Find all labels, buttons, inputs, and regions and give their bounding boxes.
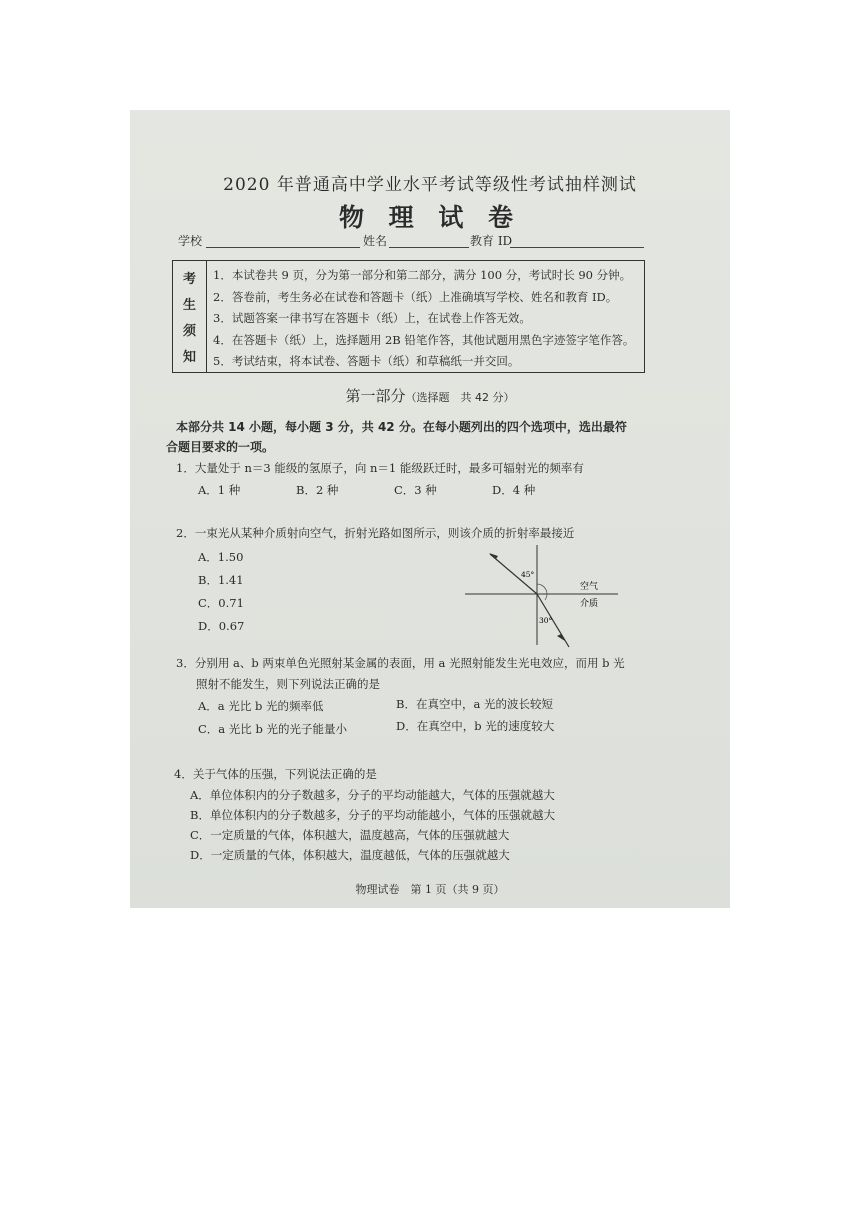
question-4-option: D．一定质量的气体，体积越大，温度越低，气体的压强就越大 (190, 848, 510, 862)
name-label: 姓名 (363, 234, 388, 248)
exam-title: 2020 年普通高中学业水平考试等级性考试抽样测试 (223, 175, 637, 195)
page-footer: 物理试卷 第 1 页（共 9 页） (355, 883, 505, 896)
notice-item: 3．试题答案一律书写在答题卡（纸）上，在试卷上作答无效。 (213, 311, 531, 325)
school-label: 学校 (178, 234, 203, 248)
candidate-notice-box (172, 260, 645, 373)
question-1-option: C．3 种 (394, 483, 437, 497)
id-label: 教育 ID (470, 234, 513, 248)
subject-title: 物 理 试 卷 (338, 203, 522, 232)
part-one-title: 第一部分 (345, 387, 406, 405)
notice-heading (173, 261, 207, 372)
question-1-stem: 1．大量处于 n＝3 能级的氢原子，向 n＝1 能级跃迁时，最多可辐射光的频率有 (176, 461, 584, 475)
question-3-stem: 3．分别用 a、b 两束单色光照射某金属的表面，用 a 光照射能发生光电效应，而用 b 光 (176, 656, 625, 670)
angle-label-top: 45° (521, 570, 535, 579)
question-1-option: A．1 种 (198, 483, 241, 497)
question-3-option: A．a 光比 b 光的频率低 (198, 699, 324, 713)
label-medium: 介质 (580, 599, 599, 609)
notice-item: 5．考试结束，将本试卷、答题卡（纸）和草稿纸一并交回。 (213, 354, 520, 368)
refracted-ray-arrow-icon (489, 553, 498, 559)
notice-heading-char: 须 (182, 324, 196, 339)
notice-heading-char: 知 (182, 350, 196, 365)
angle-label-bottom: 30° (539, 616, 553, 625)
question-2-option: A．1.50 (198, 550, 244, 564)
part-one-heading (130, 385, 730, 406)
id-field-line (510, 247, 644, 248)
question-2-option: D．0.67 (198, 619, 245, 633)
question-2-option: C．0.71 (198, 596, 244, 610)
question-2-stem: 2．一束光从某种介质射向空气，折射光路如图所示，则该介质的折射率最接近 (176, 526, 575, 540)
question-4-option: C．一定质量的气体，体积越大，温度越高，气体的压强就越大 (190, 828, 510, 842)
part-one-subtitle: （选择题 共 42 分） (405, 391, 515, 404)
notice-heading-char: 生 (182, 298, 196, 313)
question-4-stem: 4．关于气体的压强，下列说法正确的是 (174, 767, 377, 781)
notice-item: 2．答卷前，考生务必在试卷和答题卡（纸）上准确填写学校、姓名和教育 ID。 (213, 289, 618, 304)
question-3-option: C．a 光比 b 光的光子能量小 (198, 722, 347, 736)
part-one-intro-line: 本部分共 14 小题，每小题 3 分，共 42 分。在每小题列出的四个选项中，选出最符 (176, 420, 627, 434)
school-field-line (206, 247, 360, 248)
question-1-option: B．2 种 (296, 483, 339, 497)
question-3-option: D．在真空中，b 光的速度较大 (396, 719, 555, 733)
question-3-stem: 照射不能发生，则下列说法正确的是 (196, 677, 380, 691)
notice-heading-char: 考 (182, 272, 196, 287)
notice-item: 4．在答题卡（纸）上，选择题用 2B 铅笔作答，其他试题用黑色字迹签字笔作答。 (213, 332, 635, 347)
notice-item: 1．本试卷共 9 页，分为第一部分和第二部分，满分 100 分，考试时长 90 分钟。 (213, 268, 632, 282)
question-3-option: B．在真空中，a 光的波长较短 (396, 697, 553, 711)
refraction-diagram (460, 543, 620, 648)
label-air: 空气 (580, 582, 599, 592)
question-4-option: A．单位体积内的分子数越多，分子的平均动能越大，气体的压强就越大 (190, 788, 555, 802)
question-4-option: B．单位体积内的分子数越多，分子的平均动能越小，气体的压强就越大 (190, 808, 555, 822)
notice-list (213, 265, 634, 373)
question-1-option: D．4 种 (492, 483, 536, 497)
part-one-intro-line: 合题目要求的一项。 (166, 440, 275, 454)
question-2-option: B．1.41 (198, 573, 244, 587)
exam-paper-photo (130, 110, 730, 908)
name-field-line (389, 247, 469, 248)
